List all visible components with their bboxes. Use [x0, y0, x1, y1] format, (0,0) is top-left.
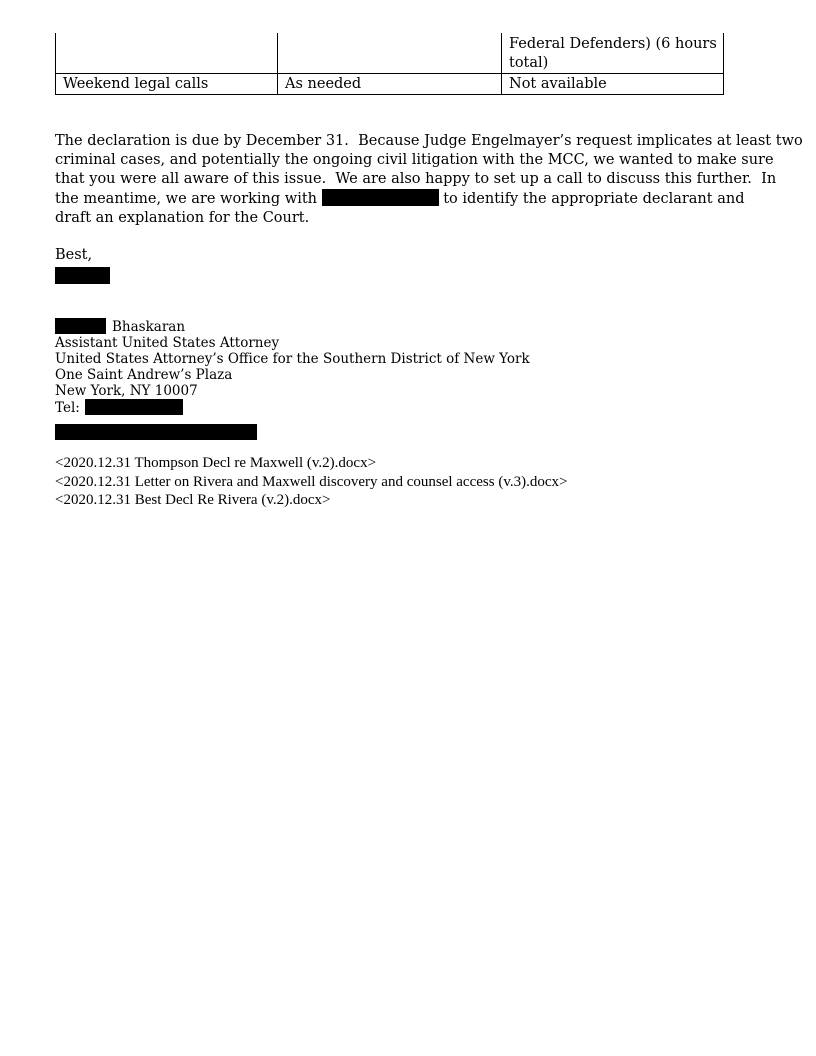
attachment-list: [55, 454, 567, 510]
paragraph-line: draft an explanation for the Court.: [55, 210, 310, 226]
signature-tel-line: [55, 399, 530, 416]
table-row: [56, 33, 724, 74]
table-row: [56, 74, 724, 95]
redaction-bar: [55, 424, 257, 440]
table-cell: As needed: [278, 74, 502, 95]
closing-salutation: Best,: [55, 247, 93, 263]
body-paragraph: [55, 132, 803, 228]
paragraph-line: The declaration is due by December 31. Because Judge Engelmayer’s request implicates at least two: [55, 133, 803, 149]
attachment-filename: <2020.12.31 Thompson Decl re Maxwell (v.2).docx>: [55, 455, 377, 471]
redaction-bar: [85, 399, 183, 415]
signature-address-line: One Saint Andrew’s Plaza: [55, 367, 233, 383]
attachment-filename: <2020.12.31 Letter on Rivera and Maxwell discovery and counsel access (v.3).docx>: [55, 473, 568, 490]
signature-address-line: New York, NY 10007: [55, 383, 198, 399]
redaction-bar: [322, 189, 439, 206]
redaction-bar: [55, 318, 106, 334]
table-cell: Not available: [502, 74, 724, 95]
table-cell: Weekend legal calls: [56, 74, 278, 95]
paragraph-line: that you were all aware of this issue. We are also happy to set up a call to discuss this further. In: [55, 171, 777, 187]
legal-calls-schedule-table: [55, 33, 724, 95]
closing-block: [55, 246, 110, 284]
paragraph-text: the meantime, we are working with: [55, 191, 322, 207]
table-cell: [278, 33, 502, 74]
signature-name-line: [55, 318, 530, 335]
table-cell: [56, 33, 278, 74]
signature-name: Bhaskaran: [112, 319, 186, 335]
redaction-bar: [55, 267, 110, 284]
tel-label: Tel:: [55, 400, 80, 416]
paragraph-text: to identify the appropriate declarant and: [438, 191, 745, 207]
attachment-filename: <2020.12.31 Best Decl Re Rivera (v.2).docx>: [55, 492, 331, 509]
signature-office: United States Attorney’s Office for the Southern District of New York: [55, 351, 530, 367]
paragraph-line: [55, 189, 795, 209]
table-cell: Federal Defenders) (6 hours total): [502, 33, 724, 74]
signature-title: Assistant United States Attorney: [55, 335, 280, 351]
paragraph-line: criminal cases, and potentially the ongoing civil litigation with the MCC, we wanted to make sure: [55, 152, 774, 168]
signature-block: [55, 318, 530, 440]
